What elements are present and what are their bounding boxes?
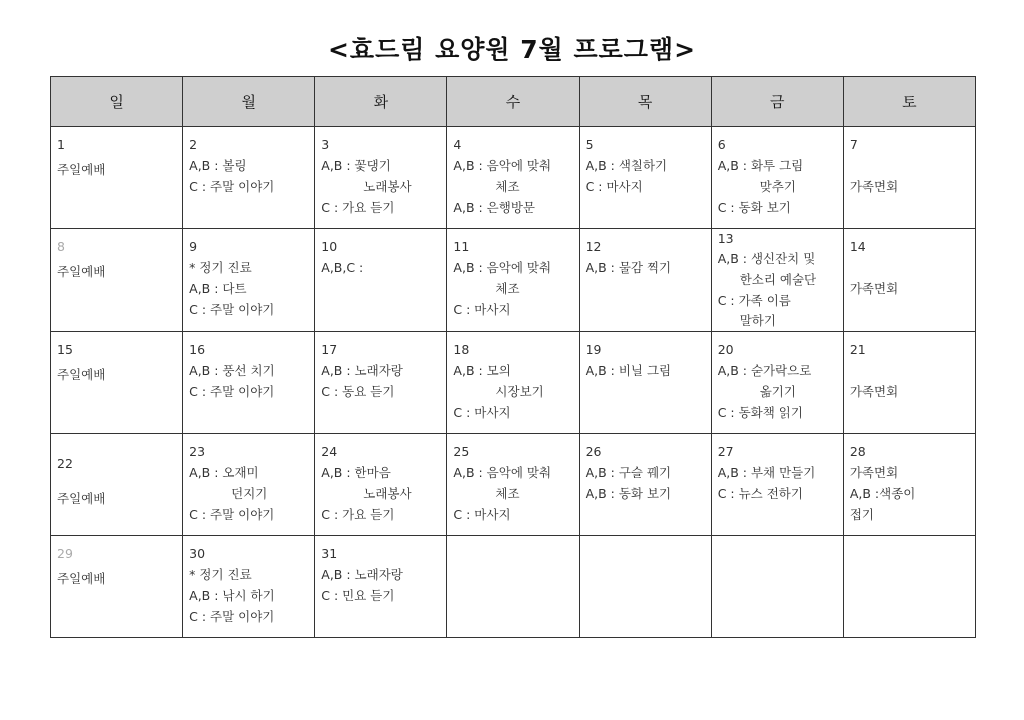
program-line: C : 주말 이야기 xyxy=(189,609,275,624)
page-title: <효드림 요양원 7월 프로그램> xyxy=(327,35,697,64)
day-cell xyxy=(711,332,843,434)
day-cell-sunday xyxy=(51,127,183,229)
program-line: 옮기기 xyxy=(759,384,796,399)
day-number: 21 xyxy=(849,342,866,357)
day-cell xyxy=(711,127,843,229)
day-number: 12 xyxy=(585,239,602,254)
week-row xyxy=(51,229,976,332)
program-line: C : 마사지 xyxy=(585,179,643,194)
program-line: A,B : 볼링 xyxy=(189,158,247,173)
day-number: 25 xyxy=(453,444,470,459)
program-line: C : 동화 보기 xyxy=(717,200,791,215)
day-cell xyxy=(315,434,447,536)
day-number: 6 xyxy=(717,137,726,152)
program-line: A,B : 한마음 xyxy=(321,465,391,480)
day-cell xyxy=(579,434,711,536)
program-line: A,B : 꽃댕기 xyxy=(321,158,391,173)
day-cell xyxy=(315,536,447,638)
day-cell-saturday xyxy=(843,332,975,434)
day-cell xyxy=(183,332,315,434)
day-cell xyxy=(579,229,711,332)
day-number: 10 xyxy=(321,239,338,254)
program-line: C : 주말 이야기 xyxy=(189,507,275,522)
program-line: A,B :색종이 xyxy=(849,486,916,501)
program-line: C : 주말 이야기 xyxy=(189,179,275,194)
week-row xyxy=(51,127,976,229)
day-number: 14 xyxy=(849,239,866,254)
day-number: 8 xyxy=(57,239,65,254)
program-line: * 정기 진료 xyxy=(189,567,252,582)
day-cell-saturday xyxy=(843,229,975,332)
program-line: 노래봉사 xyxy=(363,179,412,194)
program-line: A,B : 다트 xyxy=(189,281,247,296)
day-cell-saturday xyxy=(843,434,975,536)
day-number: 15 xyxy=(57,342,73,357)
day-number: 13 xyxy=(717,231,734,246)
day-number: 31 xyxy=(321,546,338,561)
day-number: 5 xyxy=(585,137,594,152)
day-number: 29 xyxy=(57,546,73,561)
program-line: C : 마사지 xyxy=(453,507,511,522)
day-cell-sunday xyxy=(51,434,183,536)
program-line: * 정기 진료 xyxy=(189,260,252,275)
empty-day-cell xyxy=(447,536,579,638)
day-cell xyxy=(711,229,843,332)
day-cell-sunday xyxy=(51,536,183,638)
program-line: C : 민요 듣기 xyxy=(321,588,395,603)
program-line: 접기 xyxy=(849,507,874,522)
program-line: 체조 xyxy=(495,281,520,296)
day-cell xyxy=(579,127,711,229)
week-row xyxy=(51,536,976,638)
program-line: A,B : 색칠하기 xyxy=(585,158,668,173)
week-row xyxy=(51,332,976,434)
program-line: A,B : 물감 찍기 xyxy=(585,260,672,275)
day-cell xyxy=(579,332,711,434)
program-line: 체조 xyxy=(495,179,520,194)
header-friday: 금 xyxy=(711,77,843,127)
program-line: A,B : 오재미 xyxy=(189,465,259,480)
day-cell xyxy=(183,434,315,536)
day-cell xyxy=(315,127,447,229)
program-line: C : 가요 듣기 xyxy=(321,200,395,215)
day-number: 20 xyxy=(717,342,734,357)
empty-day-cell xyxy=(843,536,975,638)
program-line: A,B : 구슬 꿰기 xyxy=(585,465,672,480)
day-number: 19 xyxy=(585,342,602,357)
day-cell-saturday xyxy=(843,127,975,229)
program-line: A,B : 노래자랑 xyxy=(321,567,403,582)
program-calendar xyxy=(50,76,976,638)
empty-day-cell xyxy=(711,536,843,638)
program-line: A,B : 부채 만들기 xyxy=(717,465,816,480)
day-cell xyxy=(711,434,843,536)
day-number: 4 xyxy=(453,137,462,152)
family-visit-label: 가족면회 xyxy=(849,281,899,296)
header-sunday: 일 xyxy=(51,77,183,127)
sunday-service-label: 주일예배 xyxy=(57,571,106,586)
program-line: 노래봉사 xyxy=(363,486,412,501)
program-line: A,B : 낚시 하기 xyxy=(189,588,275,603)
family-visit-label: 가족면회 xyxy=(849,179,899,194)
program-line: C : 마사지 xyxy=(453,405,511,420)
week-row xyxy=(51,434,976,536)
day-number: 23 xyxy=(189,444,206,459)
day-number: 1 xyxy=(57,137,65,152)
day-number: 22 xyxy=(57,456,73,471)
day-number: 26 xyxy=(585,444,602,459)
program-line: A,B : 숟가락으로 xyxy=(717,363,812,378)
day-number: 24 xyxy=(321,444,338,459)
program-line: C : 뉴스 전하기 xyxy=(717,486,803,501)
program-line: C : 가요 듣기 xyxy=(321,507,395,522)
day-number: 11 xyxy=(453,239,470,254)
day-cell xyxy=(447,229,579,332)
program-line: C : 주말 이야기 xyxy=(189,302,275,317)
header-thursday: 목 xyxy=(579,77,711,127)
empty-day-cell xyxy=(579,536,711,638)
program-line: A,B : 노래자랑 xyxy=(321,363,403,378)
program-line: A,B : 음악에 맞춰 xyxy=(453,260,552,275)
day-cell-sunday xyxy=(51,332,183,434)
program-line: A,B : 모의 xyxy=(453,363,511,378)
family-visit-label: 가족면회 xyxy=(849,384,899,399)
header-wednesday: 수 xyxy=(447,77,579,127)
day-number: 18 xyxy=(453,342,470,357)
day-number: 28 xyxy=(849,444,866,459)
header-monday: 월 xyxy=(183,77,315,127)
day-number: 2 xyxy=(189,137,198,152)
program-line: A,B : 음악에 맞춰 xyxy=(453,465,552,480)
header-saturday: 토 xyxy=(843,77,975,127)
day-number: 7 xyxy=(849,137,858,152)
program-line: 한소리 예술단 xyxy=(739,272,817,287)
weekday-header-row xyxy=(51,77,976,127)
day-number: 17 xyxy=(321,342,338,357)
program-line: C : 마사지 xyxy=(453,302,511,317)
program-line: 말하기 xyxy=(739,313,776,328)
day-cell xyxy=(183,229,315,332)
day-cell xyxy=(183,127,315,229)
program-line: A,B : 화투 그림 xyxy=(717,158,804,173)
day-cell xyxy=(447,434,579,536)
header-tuesday: 화 xyxy=(315,77,447,127)
day-number: 3 xyxy=(321,137,330,152)
program-line: 맞추기 xyxy=(759,179,796,194)
day-number: 30 xyxy=(189,546,206,561)
day-cell-sunday xyxy=(51,229,183,332)
day-number: 27 xyxy=(717,444,734,459)
program-line: C : 주말 이야기 xyxy=(189,384,275,399)
program-line: C : 가족 이름 xyxy=(717,293,791,308)
day-number: 9 xyxy=(189,239,198,254)
sunday-service-label: 주일예배 xyxy=(57,264,106,279)
program-line: C : 동요 듣기 xyxy=(321,384,395,399)
program-line: A,B : 풍선 치기 xyxy=(189,363,275,378)
sunday-service-label: 주일예배 xyxy=(57,162,106,177)
day-cell xyxy=(447,127,579,229)
program-line: A,B : 동화 보기 xyxy=(585,486,672,501)
program-line: 가족면회 xyxy=(849,465,899,480)
day-cell xyxy=(447,332,579,434)
day-cell xyxy=(183,536,315,638)
program-line: A,B : 음악에 맞춰 xyxy=(453,158,552,173)
program-line: 체조 xyxy=(495,486,520,501)
program-line: A,B : 은행방문 xyxy=(453,200,535,215)
program-line: 던지기 xyxy=(231,486,268,501)
day-cell xyxy=(315,229,447,332)
day-cell xyxy=(315,332,447,434)
sunday-service-label: 주일예배 xyxy=(57,367,106,382)
sunday-service-label: 주일예배 xyxy=(57,491,106,506)
program-line: C : 동화책 읽기 xyxy=(717,405,803,420)
program-line: A,B : 생신잔치 및 xyxy=(717,251,816,266)
program-line: A,B,C : xyxy=(321,260,364,275)
day-number: 16 xyxy=(189,342,206,357)
program-line: 시장보기 xyxy=(495,384,544,399)
program-line: A,B : 비닐 그림 xyxy=(585,363,672,378)
